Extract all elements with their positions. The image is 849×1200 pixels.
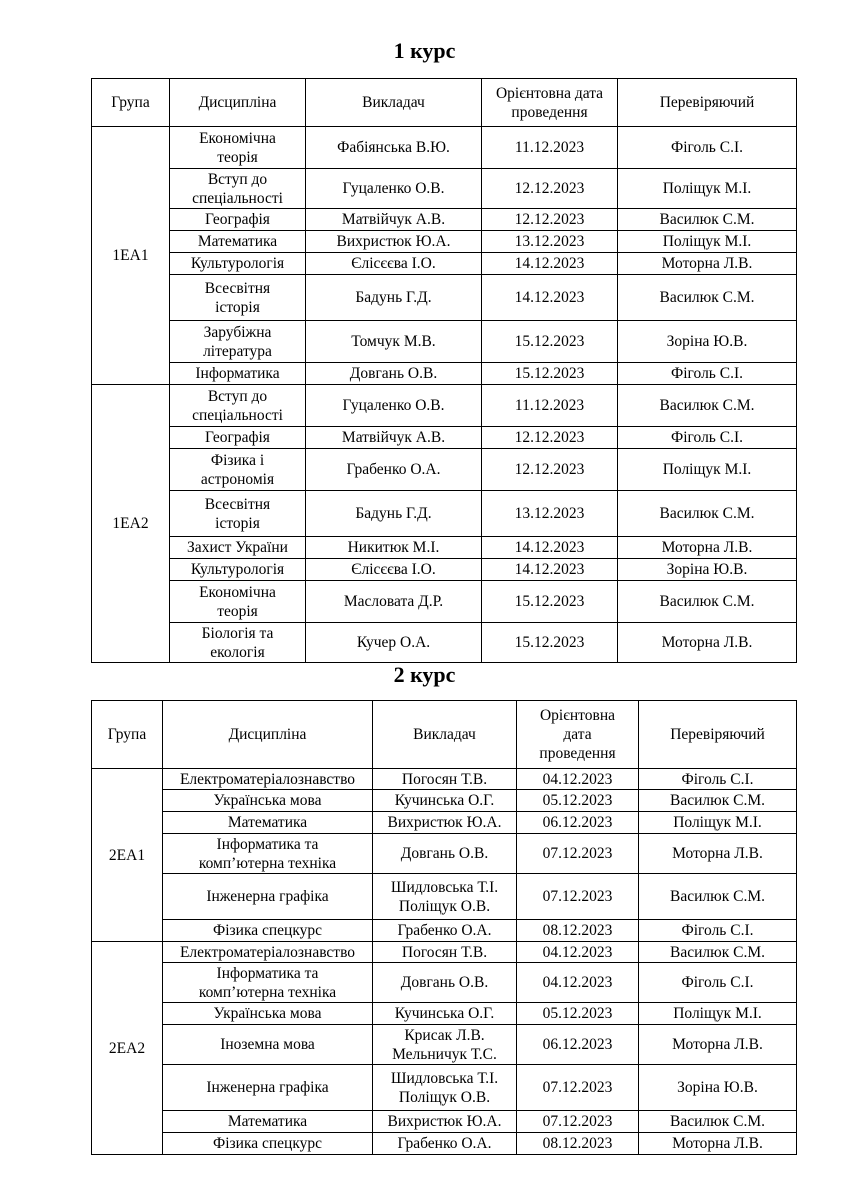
teacher-cell: Грабенко О.А. xyxy=(373,1133,517,1155)
teacher-cell: Никитюк М.І. xyxy=(306,537,482,559)
teacher-cell: Грабенко О.А. xyxy=(373,920,517,942)
date-header: Орієнтовна дата проведення xyxy=(482,79,618,127)
header-row xyxy=(92,79,797,127)
date-cell: 13.12.2023 xyxy=(482,491,618,537)
teacher-cell: Погосян Т.В. xyxy=(373,942,517,963)
discipline-cell: Українська мова xyxy=(163,790,373,812)
table-row xyxy=(92,321,797,363)
teacher-cell: Бадунь Г.Д. xyxy=(306,491,482,537)
table-row xyxy=(92,427,797,449)
table-row xyxy=(92,449,797,491)
reviewer-cell: Поліщук М.І. xyxy=(639,1003,797,1025)
reviewer-cell: Зоріна Ю.В. xyxy=(618,559,797,581)
date-cell: 12.12.2023 xyxy=(482,427,618,449)
discipline-cell: Електроматеріалознавство xyxy=(163,769,373,790)
teacher-cell: Кучинська О.Г. xyxy=(373,1003,517,1025)
table-row xyxy=(92,127,797,169)
date-cell: 15.12.2023 xyxy=(482,581,618,623)
table-row xyxy=(92,1133,797,1155)
header-row xyxy=(92,701,797,769)
date-cell: 04.12.2023 xyxy=(517,769,639,790)
group-cell: 2ЕА2 xyxy=(92,942,163,1155)
discipline-cell: Всесвітня історія xyxy=(170,275,306,321)
discipline-cell: Економічна теорія xyxy=(170,581,306,623)
date-cell: 11.12.2023 xyxy=(482,385,618,427)
table-row xyxy=(92,253,797,275)
table-row xyxy=(92,1111,797,1133)
reviewer-header: Перевіряючий xyxy=(618,79,797,127)
reviewer-cell: Поліщук М.І. xyxy=(639,812,797,834)
discipline-cell: Інформатика xyxy=(170,363,306,385)
discipline-cell: Інформатика та комп’ютерна техніка xyxy=(163,963,373,1003)
discipline-cell: Математика xyxy=(170,231,306,253)
table-row xyxy=(92,169,797,209)
table-row xyxy=(92,942,797,963)
discipline-cell: Українська мова xyxy=(163,1003,373,1025)
reviewer-cell: Василюк С.М. xyxy=(618,275,797,321)
reviewer-cell: Фіголь С.І. xyxy=(618,363,797,385)
reviewer-cell: Поліщук М.І. xyxy=(618,169,797,209)
table-row xyxy=(92,231,797,253)
group-cell: 1ЕА1 xyxy=(92,127,170,385)
date-cell: 11.12.2023 xyxy=(482,127,618,169)
teacher-cell: Крисак Л.В. Мельничук Т.С. xyxy=(373,1025,517,1065)
table-row xyxy=(92,769,797,790)
table-row xyxy=(92,1003,797,1025)
group-header: Група xyxy=(92,79,170,127)
date-cell: 15.12.2023 xyxy=(482,363,618,385)
reviewer-cell: Зоріна Ю.В. xyxy=(639,1065,797,1111)
teacher-cell: Гуцаленко О.В. xyxy=(306,385,482,427)
date-cell: 12.12.2023 xyxy=(482,209,618,231)
discipline-cell: Зарубіжна література xyxy=(170,321,306,363)
table-row xyxy=(92,363,797,385)
reviewer-cell: Василюк С.М. xyxy=(639,790,797,812)
teacher-cell: Фабіянська В.Ю. xyxy=(306,127,482,169)
discipline-cell: Електроматеріалознавство xyxy=(163,942,373,963)
date-cell: 14.12.2023 xyxy=(482,253,618,275)
discipline-cell: Культурологія xyxy=(170,559,306,581)
teacher-header: Викладач xyxy=(373,701,517,769)
date-cell: 04.12.2023 xyxy=(517,942,639,963)
discipline-cell: Захист України xyxy=(170,537,306,559)
teacher-header: Викладач xyxy=(306,79,482,127)
table-row xyxy=(92,491,797,537)
reviewer-cell: Василюк С.М. xyxy=(618,581,797,623)
table-row xyxy=(92,623,797,663)
date-cell: 08.12.2023 xyxy=(517,1133,639,1155)
table-row xyxy=(92,963,797,1003)
discipline-cell: Фізика спецкурс xyxy=(163,920,373,942)
table-row xyxy=(92,275,797,321)
teacher-cell: Єлісєєва І.О. xyxy=(306,253,482,275)
date-cell: 06.12.2023 xyxy=(517,1025,639,1065)
course2-schedule-table xyxy=(91,700,797,1155)
teacher-cell: Шидловська Т.І. Поліщук О.В. xyxy=(373,874,517,920)
teacher-cell: Вихристюк Ю.А. xyxy=(373,812,517,834)
date-cell: 12.12.2023 xyxy=(482,449,618,491)
date-cell: 06.12.2023 xyxy=(517,812,639,834)
table-row xyxy=(92,874,797,920)
reviewer-header: Перевіряючий xyxy=(639,701,797,769)
date-cell: 14.12.2023 xyxy=(482,559,618,581)
reviewer-cell: Фіголь С.І. xyxy=(639,769,797,790)
discipline-header: Дисципліна xyxy=(163,701,373,769)
course2-title: 2 курс xyxy=(393,662,456,687)
reviewer-cell: Моторна Л.В. xyxy=(639,1025,797,1065)
reviewer-cell: Фіголь С.І. xyxy=(639,963,797,1003)
date-header: Орієнтовна дата проведення xyxy=(517,701,639,769)
discipline-cell: Інженерна графіка xyxy=(163,874,373,920)
teacher-cell: Грабенко О.А. xyxy=(306,449,482,491)
reviewer-cell: Василюк С.М. xyxy=(618,491,797,537)
teacher-cell: Шидловська Т.І. Поліщук О.В. xyxy=(373,1065,517,1111)
date-cell: 14.12.2023 xyxy=(482,537,618,559)
reviewer-cell: Поліщук М.І. xyxy=(618,231,797,253)
table-row xyxy=(92,790,797,812)
discipline-cell: Інформатика та комп’ютерна техніка xyxy=(163,834,373,874)
teacher-cell: Бадунь Г.Д. xyxy=(306,275,482,321)
discipline-cell: Вступ до спеціальності xyxy=(170,385,306,427)
date-cell: 14.12.2023 xyxy=(482,275,618,321)
reviewer-cell: Моторна Л.В. xyxy=(618,253,797,275)
table-row xyxy=(92,920,797,942)
teacher-cell: Матвійчук А.В. xyxy=(306,427,482,449)
date-cell: 12.12.2023 xyxy=(482,169,618,209)
teacher-cell: Гуцаленко О.В. xyxy=(306,169,482,209)
discipline-cell: Математика xyxy=(163,812,373,834)
reviewer-cell: Моторна Л.В. xyxy=(618,623,797,663)
discipline-cell: Вступ до спеціальності xyxy=(170,169,306,209)
date-cell: 13.12.2023 xyxy=(482,231,618,253)
reviewer-cell: Моторна Л.В. xyxy=(639,1133,797,1155)
discipline-cell: Інженерна графіка xyxy=(163,1065,373,1111)
group-header: Група xyxy=(92,701,163,769)
reviewer-cell: Фіголь С.І. xyxy=(639,920,797,942)
reviewer-cell: Василюк С.М. xyxy=(639,1111,797,1133)
reviewer-cell: Фіголь С.І. xyxy=(618,427,797,449)
course1-title: 1 курс xyxy=(393,38,456,63)
date-cell: 07.12.2023 xyxy=(517,1065,639,1111)
teacher-cell: Погосян Т.В. xyxy=(373,769,517,790)
teacher-cell: Єлісєєва І.О. xyxy=(306,559,482,581)
date-cell: 04.12.2023 xyxy=(517,963,639,1003)
table-row xyxy=(92,209,797,231)
discipline-cell: Культурологія xyxy=(170,253,306,275)
group-cell: 1ЕА2 xyxy=(92,385,170,663)
table-row xyxy=(92,385,797,427)
reviewer-cell: Василюк С.М. xyxy=(639,942,797,963)
discipline-cell: Географія xyxy=(170,209,306,231)
date-cell: 05.12.2023 xyxy=(517,790,639,812)
reviewer-cell: Зоріна Ю.В. xyxy=(618,321,797,363)
teacher-cell: Томчук М.В. xyxy=(306,321,482,363)
discipline-cell: Біологія та екологія xyxy=(170,623,306,663)
date-cell: 15.12.2023 xyxy=(482,321,618,363)
date-cell: 15.12.2023 xyxy=(482,623,618,663)
date-cell: 07.12.2023 xyxy=(517,874,639,920)
table-row xyxy=(92,559,797,581)
teacher-cell: Довгань О.В. xyxy=(373,963,517,1003)
teacher-cell: Вихристюк Ю.А. xyxy=(373,1111,517,1133)
teacher-cell: Довгань О.В. xyxy=(373,834,517,874)
course1-schedule-table xyxy=(91,78,797,663)
discipline-cell: Фізика спецкурс xyxy=(163,1133,373,1155)
table-row xyxy=(92,1065,797,1111)
discipline-cell: Географія xyxy=(170,427,306,449)
table-row xyxy=(92,834,797,874)
teacher-cell: Кучер О.А. xyxy=(306,623,482,663)
teacher-cell: Масловата Д.Р. xyxy=(306,581,482,623)
table-row xyxy=(92,581,797,623)
group-cell: 2ЕА1 xyxy=(92,769,163,942)
teacher-cell: Довгань О.В. xyxy=(306,363,482,385)
reviewer-cell: Василюк С.М. xyxy=(618,385,797,427)
date-cell: 08.12.2023 xyxy=(517,920,639,942)
discipline-cell: Всесвітня історія xyxy=(170,491,306,537)
reviewer-cell: Моторна Л.В. xyxy=(618,537,797,559)
discipline-cell: Математика xyxy=(163,1111,373,1133)
reviewer-cell: Моторна Л.В. xyxy=(639,834,797,874)
discipline-header: Дисципліна xyxy=(170,79,306,127)
table-row xyxy=(92,812,797,834)
reviewer-cell: Поліщук М.І. xyxy=(618,449,797,491)
reviewer-cell: Фіголь С.І. xyxy=(618,127,797,169)
discipline-cell: Іноземна мова xyxy=(163,1025,373,1065)
reviewer-cell: Василюк С.М. xyxy=(618,209,797,231)
table-row xyxy=(92,537,797,559)
teacher-cell: Матвійчук А.В. xyxy=(306,209,482,231)
table-row xyxy=(92,1025,797,1065)
teacher-cell: Вихристюк Ю.А. xyxy=(306,231,482,253)
discipline-cell: Фізика і астрономія xyxy=(170,449,306,491)
date-cell: 07.12.2023 xyxy=(517,834,639,874)
teacher-cell: Кучинська О.Г. xyxy=(373,790,517,812)
date-cell: 05.12.2023 xyxy=(517,1003,639,1025)
discipline-cell: Економічна теорія xyxy=(170,127,306,169)
date-cell: 07.12.2023 xyxy=(517,1111,639,1133)
reviewer-cell: Василюк С.М. xyxy=(639,874,797,920)
